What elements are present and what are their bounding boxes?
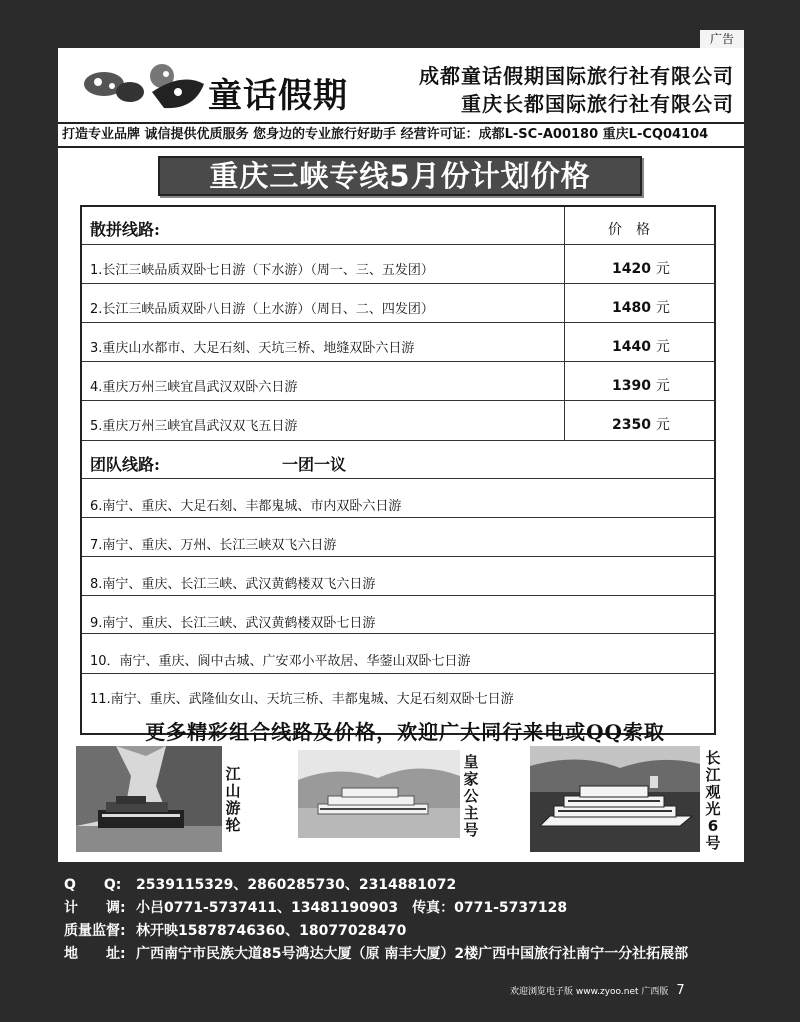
route-name: 2.长江三峡品质双卧八日游（上水游）（周日、二、四发团） [90,302,434,317]
photo-jiangshan-cruise [76,746,222,852]
route-price: 1420 元 [612,261,670,277]
contact-dispatch: 计 调: 小吕0771-5737411、13481190903 传真：0771-5737128 [64,900,568,916]
header [58,48,744,122]
route-name: 9.南宁、重庆、长江三峡、武汉黄鹤楼双卧七日游 [90,616,376,631]
table-header-row [82,207,714,245]
price-table [80,205,716,735]
table-row [82,596,714,634]
photo-yangtze-sightseeing [530,746,700,852]
route-name: 4.重庆万州三峡宜昌武汉双卧六日游 [90,380,298,395]
footer-text: 欢迎浏览电子版 www.zyoo.net 广西版 [510,987,669,997]
route-name: 3.重庆山水都市、大足石刻、天坑三桥、地缝双卧六日游 [90,341,415,356]
table-row [82,634,714,674]
route-name: 8.南宁、重庆、长江三峡、武汉黄鹤楼双飞六日游 [90,577,376,592]
logo-swirl-icon [82,62,212,112]
promo-text: 更多精彩组合线路及价格，欢迎广大同行来电或QQ索取 [145,720,665,744]
route-price: 1480 元 [612,300,670,316]
page-title: 重庆三峡专线5月份计划价格 [158,156,642,196]
table-row [82,401,714,441]
table-row [82,284,714,323]
photo-caption: 江山游轮 [225,765,241,834]
photo-caption: 长江观光6号 [705,749,721,852]
logo-text: 童话假期 [208,76,348,116]
contact-info [58,866,744,972]
cruise-ship-image [530,746,700,852]
contact-address: 地 址: 广西南宁市民族大道85号鸿达大厦（原 南丰大厦）2楼广西中国旅行社南宁一分社拓展部 [64,946,689,962]
table-row [82,362,714,401]
company-name-chongqing: 重庆长都国际旅行社有限公司 [461,92,734,116]
cruise-ship-image [76,746,222,852]
table-row [82,557,714,596]
table-row [82,518,714,557]
scatter-header: 散拼线路: [90,220,160,239]
company-name-chengdu: 成都童话假期国际旅行社有限公司 [419,64,734,88]
photo-royal-princess [298,750,460,838]
contact-quality: 质量监督: 林开映15878746360、18077028470 [64,923,407,939]
route-name: 1.长江三峡品质双卧七日游（下水游）（周一、三、五发团） [90,263,434,278]
ad-page [58,48,744,862]
cruise-ship-image [298,750,460,838]
photo-caption: 皇家公主号 [463,753,479,839]
group-note: 一团一议 [282,455,347,474]
route-name: 10．南宁、重庆、阆中古城、广安邓小平故居、华蓥山双卧七日游 [90,654,471,669]
table-row [82,323,714,362]
ad-tag: 广告 [700,30,744,48]
route-price: 1440 元 [612,339,670,355]
page-number: 7 [676,983,685,998]
price-header: 价 格 [608,222,650,238]
table-row [82,245,714,284]
contact-qq: Q Q: 2539115329、2860285730、2314881072 [64,877,457,893]
footer [510,983,685,998]
logo [82,56,352,116]
group-header-row [82,441,714,479]
route-name: 11.南宁、重庆、武隆仙女山、天坑三桥、丰都鬼城、大足石刻双卧七日游 [90,692,514,707]
route-price: 1390 元 [612,378,670,394]
group-header: 团队线路: [90,455,160,474]
route-name: 6.南宁、重庆、大足石刻、丰都鬼城、市内双卧六日游 [90,499,402,514]
table-row [82,674,714,714]
table-row [82,479,714,518]
route-name: 5.重庆万州三峡宜昌武汉双飞五日游 [90,419,298,434]
slogan: 打造专业品牌 诚信提供优质服务 您身边的专业旅行好助手 经营许可证：成都L-SC-A00180 重庆L-CQ04104 [58,122,744,148]
route-price: 2350 元 [612,417,670,433]
route-name: 7.南宁、重庆、万州、长江三峡双飞六日游 [90,538,337,553]
